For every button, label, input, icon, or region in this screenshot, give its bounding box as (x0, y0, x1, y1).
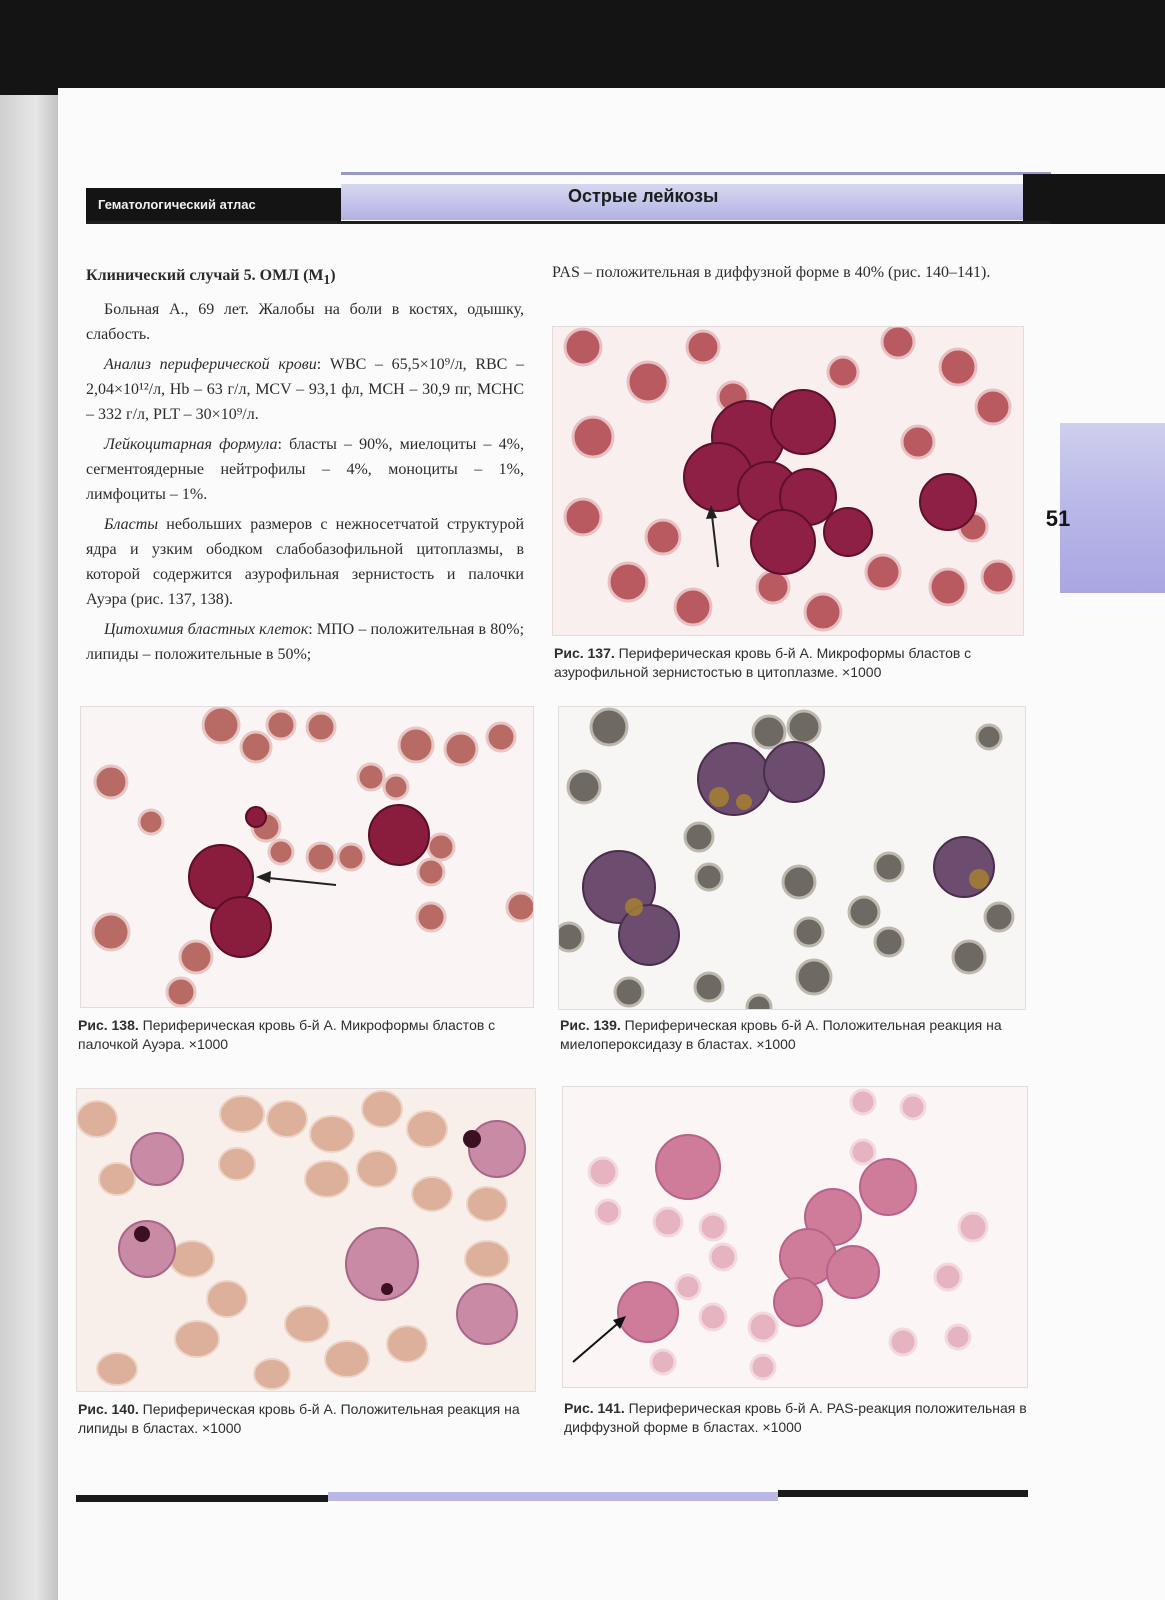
cytochemistry-text: : МПО – положительная в 80%; липиды – положительные в 50%; (86, 621, 525, 664)
left-text-column (86, 263, 524, 672)
figure-137-text: Периферическая кровь б-й А. Микроформы бластов с азурофильной зернистостью в цитоплазме. ×1000 (554, 645, 972, 680)
case-title: Клинический случай 5. ОМЛ (М (86, 267, 324, 284)
figure-139-text: Периферическая кровь б-й А. Положительная реакция на миелопероксидазу в бластах. ×1000 (560, 1017, 1002, 1052)
figure-141-caption (564, 1399, 1028, 1437)
leukocyte-formula-label: Лейкоцитарная формула (104, 436, 278, 454)
cytochemistry-paragraph (86, 617, 524, 667)
figure-139-image (558, 706, 1026, 1010)
figure-139-label: Рис. 139. (560, 1017, 621, 1033)
blasts-label: Бласты (104, 516, 159, 534)
figure-138-caption (78, 1016, 538, 1054)
page-number: 51 (1045, 506, 1071, 531)
atlas-page (58, 88, 1165, 1600)
footer-band (328, 1492, 778, 1501)
cytochemistry-label: Цитохимия бластных клеток (104, 621, 309, 639)
figure-141-label: Рис. 141. (564, 1400, 625, 1416)
figure-138-text: Периферическая кровь б-й А. Микроформы бластов с палочкой Ауэра. ×1000 (78, 1017, 496, 1052)
figure-141-text: Периферическая кровь б-й А. PAS-реакция положительная в диффузной форме в бластах. ×1000 (564, 1400, 1027, 1435)
figure-139-caption (560, 1016, 1026, 1054)
previous-page-edge (0, 95, 64, 1600)
figure-141-image (562, 1086, 1028, 1388)
case-title-end: ) (330, 267, 336, 284)
figure-138-image (80, 706, 534, 1008)
blood-analysis-text: : WBC – 65,5×10⁹/л, RBC – 2,04×10¹²/л, Hb – 63 г/л, MCV – 93,1 фл, MCH – 30,9 пг, MCHC – 332 г/л, PLT – 30×10⁹/л. (86, 356, 525, 424)
blood-analysis-label: Анализ периферической крови (104, 356, 317, 374)
blasts-paragraph (86, 512, 524, 612)
figure-140-text: Периферическая кровь б-й А. Положительная реакция на липиды в бластах. ×1000 (78, 1401, 520, 1436)
figure-137-label: Рис. 137. (554, 645, 615, 661)
footer-rule-right (778, 1490, 1028, 1497)
section-title: Острые лейкозы (568, 186, 719, 206)
footer-rule-left (76, 1495, 328, 1502)
right-text-column (552, 260, 1024, 290)
book-title: Гематологический атлас (86, 188, 341, 222)
figure-138-label: Рис. 138. (78, 1017, 139, 1033)
blood-analysis-paragraph (86, 352, 524, 427)
case-title-subscript: 1 (323, 272, 331, 288)
figure-140-caption (78, 1400, 540, 1438)
leukocyte-formula-text: : бласты – 90%, миелоциты – 4%, сегментоядерные нейтрофилы – 4%, моноциты – 1%, лимфоциты – 1%. (86, 436, 525, 504)
pas-paragraph: PAS – положительная в диффузной форме в 40% (рис. 140–141). (552, 264, 991, 281)
header-top-line (341, 172, 1051, 175)
header-right-block (1023, 174, 1165, 224)
header-rule (86, 221, 1051, 224)
case-heading (86, 263, 524, 292)
figure-140-image (76, 1088, 536, 1392)
figure-140-label: Рис. 140. (78, 1401, 139, 1417)
blasts-text: небольших размеров с нежносетчатой структурой ядра и узким ободком слабобазофильной цитоплазмы, в которой содержится азурофильная зернистость и палочки Ауэра (рис. 137, 138). (86, 516, 524, 609)
figure-137-image (552, 326, 1024, 636)
leukocyte-formula-paragraph (86, 432, 524, 507)
figure-137-caption (554, 644, 1024, 682)
patient-paragraph: Больная А., 69 лет. Жалобы на боли в костях, одышку, слабость. (86, 301, 524, 344)
